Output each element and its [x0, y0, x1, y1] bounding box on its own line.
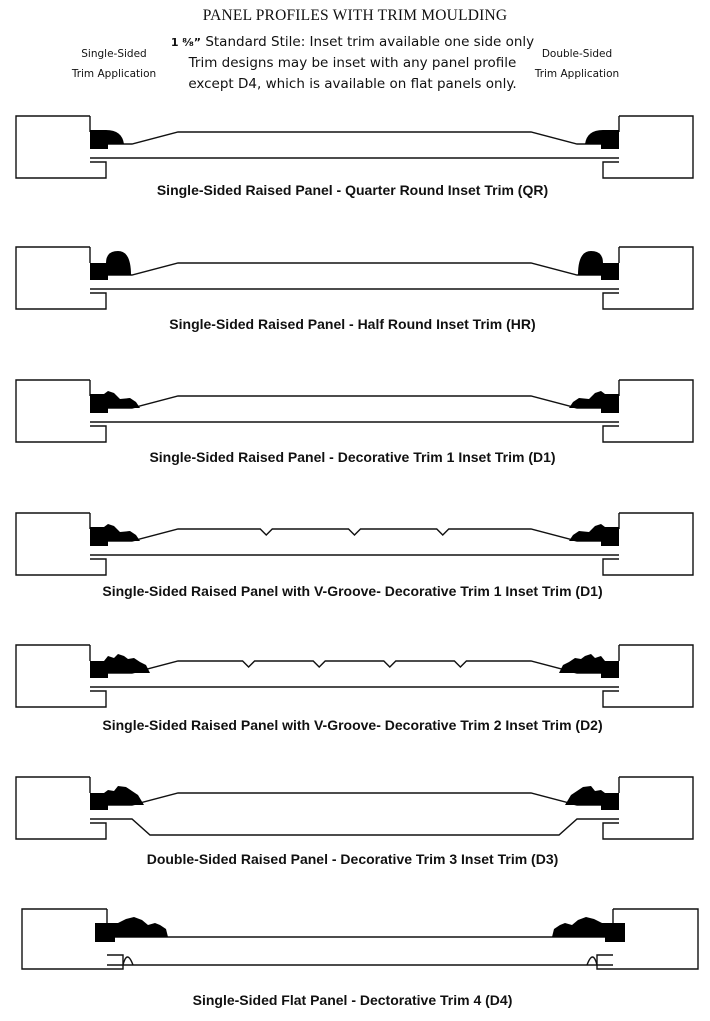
panel-top-surface: [90, 793, 619, 805]
right-trim: [569, 524, 619, 541]
left-trim: [90, 654, 150, 673]
panel-top-surface: [90, 263, 619, 275]
left-trim: [90, 786, 144, 805]
left-trim-base: [90, 144, 108, 149]
left-trim-base: [90, 673, 108, 678]
left-cove: [123, 957, 133, 965]
panel-bottom-surface: [90, 819, 619, 835]
double-sided-label-line1: Double-Sided: [541, 48, 613, 60]
right-trim-base: [601, 144, 619, 149]
right-cove: [587, 957, 597, 965]
double-sided-label-line2: Trim Application: [534, 68, 620, 80]
right-trim: [578, 251, 619, 275]
right-trim: [552, 917, 625, 937]
panel-top-surface: [90, 661, 619, 673]
left-trim-base: [95, 937, 115, 942]
right-trim-base: [601, 408, 619, 413]
profile-caption: Single-Sided Raised Panel with V-Groove- Decorative Trim 1 Inset Trim (D1): [102, 583, 603, 599]
left-trim: [90, 130, 124, 144]
right-trim-base: [601, 805, 619, 810]
intro-line-3: except D4, which is available on flat panels only.: [188, 76, 517, 92]
left-trim: [90, 391, 140, 408]
left-trim-base: [90, 541, 108, 546]
profile-caption: Single-Sided Raised Panel - Half Round Inset Trim (HR): [169, 316, 536, 332]
profile-caption: Single-Sided Raised Panel - Quarter Round Inset Trim (QR): [156, 182, 549, 198]
right-trim: [559, 654, 619, 673]
right-trim-base: [601, 541, 619, 546]
right-trim-base: [601, 275, 619, 280]
right-trim: [565, 786, 619, 805]
right-trim: [569, 391, 619, 408]
right-trim-base: [605, 937, 625, 942]
profile-caption: Single-Sided Raised Panel - Decorative Trim 1 Inset Trim (D1): [149, 449, 556, 465]
flat-panel: [107, 937, 613, 965]
right-trim-base: [601, 673, 619, 678]
left-trim-base: [90, 275, 108, 280]
stile-fraction: 1 ⁸⁄₈”: [170, 36, 202, 49]
profile-caption: Double-Sided Raised Panel - Decorative Trim 3 Inset Trim (D3): [146, 851, 559, 867]
profile-4: [16, 513, 693, 575]
left-trim-base: [90, 805, 108, 810]
stile-text: Standard Stile: Inset trim available one side only: [205, 34, 535, 50]
single-sided-label-line1: Single-Sided: [81, 48, 147, 60]
profile-1: [16, 116, 693, 178]
profile-caption: Single-Sided Raised Panel with V-Groove- Decorative Trim 2 Inset Trim (D2): [102, 717, 603, 733]
left-trim: [95, 917, 168, 937]
intro-line-2: Trim designs may be inset with any panel profile: [188, 55, 517, 71]
profile-6: [16, 777, 693, 839]
page-title: PANEL PROFILES WITH TRIM MOULDING: [202, 7, 508, 24]
profile-3: [16, 380, 693, 442]
left-trim: [90, 524, 140, 541]
profile-caption: Single-Sided Flat Panel - Dectorative Trim 4 (D4): [192, 992, 513, 1008]
panel-top-surface: [90, 529, 619, 541]
panel-top-surface: [90, 396, 619, 408]
profile-5: [16, 645, 693, 707]
left-trim: [90, 251, 131, 275]
left-trim-base: [90, 408, 108, 413]
right-trim: [585, 130, 619, 144]
profile-2: [16, 247, 693, 309]
single-sided-label-line2: Trim Application: [71, 68, 157, 80]
profile-7: [22, 909, 698, 969]
panel-top-surface: [90, 132, 619, 144]
